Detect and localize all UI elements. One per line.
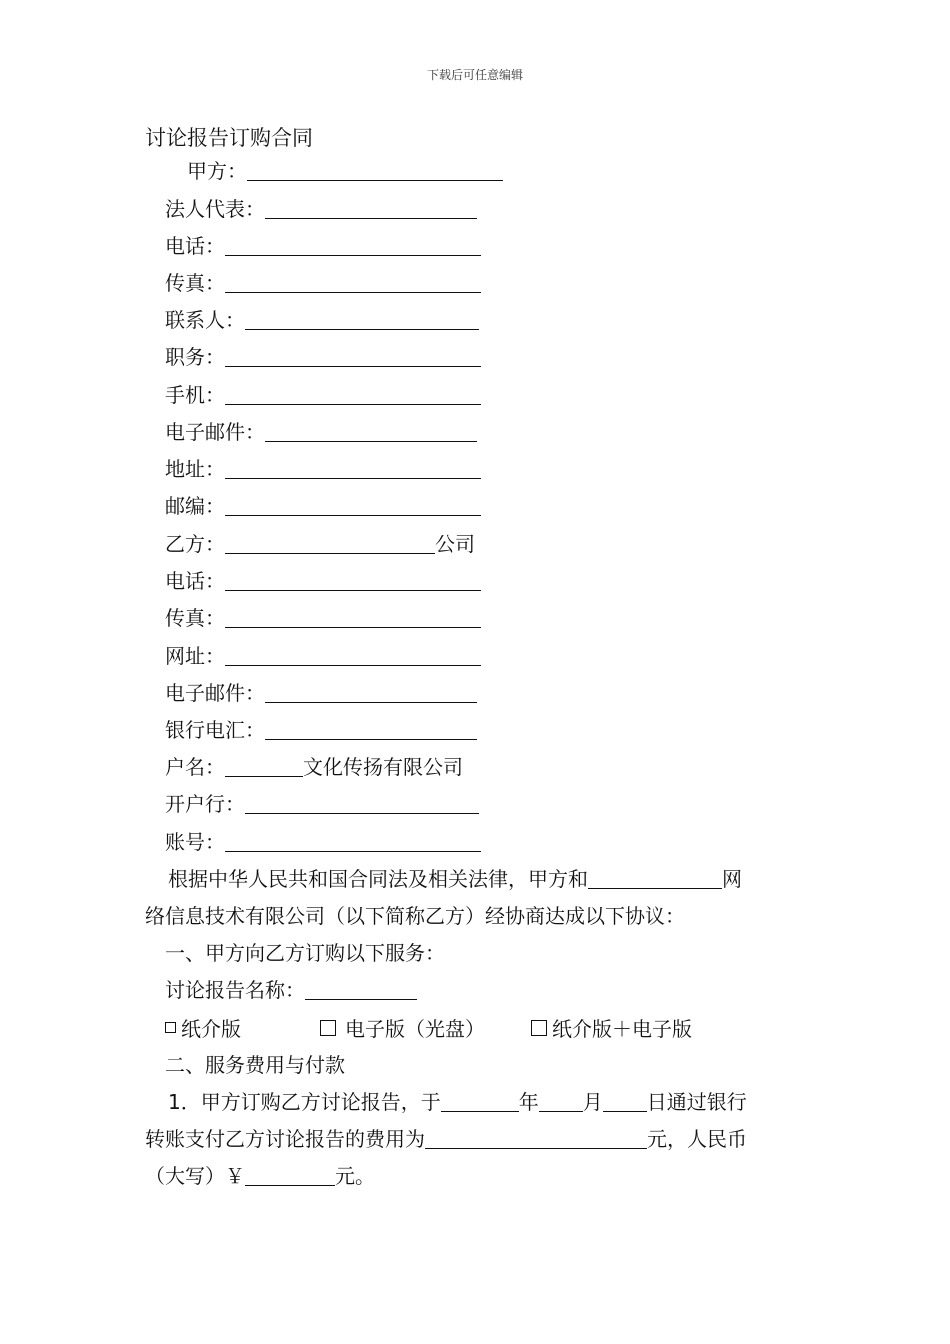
party-a-row	[165, 378, 481, 408]
party-a-blank[interactable]	[247, 158, 503, 181]
b-phone-blank[interactable]	[225, 568, 481, 591]
month-blank[interactable]	[539, 1089, 583, 1112]
intro-text-3: 络信息技术有限公司（以下简称乙方）经协商达成以下协议：	[145, 904, 685, 928]
mobile-label: 手机：	[165, 383, 225, 407]
legal-rep-blank[interactable]	[265, 196, 477, 219]
option-both-label: 纸介版＋电子版	[552, 1017, 692, 1041]
year-label: 年	[518, 1090, 539, 1114]
amount-blank[interactable]	[425, 1126, 647, 1149]
fax-blank[interactable]	[225, 270, 481, 293]
email-blank[interactable]	[265, 419, 477, 442]
b-fax-label: 传真：	[165, 606, 225, 630]
postcode-blank[interactable]	[225, 493, 481, 516]
party-a-row	[165, 489, 481, 519]
b-phone-label: 电话：	[165, 569, 225, 593]
checkbox-icon[interactable]	[165, 1022, 176, 1033]
day-label: 日通过银行	[646, 1090, 747, 1114]
party-b-row	[165, 564, 481, 594]
document-title: 讨论报告订购合同	[145, 126, 313, 150]
report-name-label: 讨论报告名称：	[165, 978, 305, 1002]
intro-text-1: 根据中华人民共和国合同法及相关法律，甲方和	[168, 867, 588, 891]
b-website-label: 网址：	[165, 644, 225, 668]
party-b-line	[165, 527, 475, 557]
page-header: 下载后可任意编辑	[426, 68, 523, 82]
report-name-line	[165, 973, 417, 1003]
intro-line-1	[168, 862, 742, 892]
intro-line-2	[145, 899, 685, 929]
phone-blank[interactable]	[225, 233, 481, 256]
party-a-row	[165, 340, 481, 370]
month-label: 月	[582, 1090, 603, 1114]
year-blank[interactable]	[441, 1089, 519, 1112]
account-name-suffix: 文化传扬有限公司	[303, 755, 463, 779]
option-paper-label: 纸介版	[181, 1017, 241, 1041]
postcode-label: 邮编：	[165, 494, 225, 518]
party-a-row	[165, 452, 481, 482]
account-no-blank[interactable]	[225, 829, 481, 852]
address-label: 地址：	[165, 457, 225, 481]
party-a-label: 甲方：	[187, 159, 247, 183]
company-blank[interactable]	[588, 866, 722, 889]
payment-line-1	[168, 1085, 747, 1115]
day-blank[interactable]	[603, 1089, 647, 1112]
option-both[interactable]	[531, 1013, 692, 1042]
payment-line-2	[145, 1122, 747, 1152]
bank-blank[interactable]	[245, 791, 479, 814]
bank-label: 开户行：	[165, 792, 245, 816]
section1-heading: 一、甲方向乙方订购以下服务：	[165, 941, 445, 965]
checkbox-icon[interactable]	[531, 1020, 547, 1036]
payment-text-2: 转账支付乙方讨论报告的费用为	[145, 1127, 425, 1151]
checkbox-icon[interactable]	[320, 1020, 336, 1036]
account-no-label: 账号：	[165, 830, 225, 854]
party-b-row	[165, 639, 481, 669]
payment-text-3: 元，人民币	[647, 1127, 747, 1151]
contact-label: 联系人：	[165, 308, 245, 332]
b-wire-blank[interactable]	[265, 717, 477, 740]
position-label: 职务：	[165, 345, 225, 369]
party-b-row	[165, 676, 477, 706]
party-a-row	[165, 415, 477, 445]
report-name-blank[interactable]	[305, 977, 417, 1000]
b-website-blank[interactable]	[225, 643, 481, 666]
b-email-blank[interactable]	[265, 680, 477, 703]
party-b-row	[165, 601, 481, 631]
account-name-line	[165, 750, 463, 780]
option-paper[interactable]	[165, 1013, 241, 1042]
party-a-row	[165, 192, 477, 222]
payment-text-4: （大写）￥	[145, 1164, 245, 1188]
payment-line-3	[145, 1159, 375, 1189]
mobile-blank[interactable]	[225, 382, 481, 405]
amount-words-blank[interactable]	[245, 1163, 335, 1186]
bank-line	[165, 787, 479, 817]
section2-heading: 二、服务费用与付款	[165, 1053, 345, 1077]
account-no-line	[165, 825, 481, 855]
contact-blank[interactable]	[245, 307, 479, 330]
email-label: 电子邮件：	[165, 420, 265, 444]
party-a-row	[165, 303, 479, 333]
option-electronic[interactable]	[320, 1013, 485, 1042]
party-a-row	[165, 229, 481, 259]
payment-text-1: 1．甲方订购乙方讨论报告，于	[168, 1090, 441, 1114]
b-wire-label: 银行电汇：	[165, 718, 265, 742]
party-a-row	[165, 266, 481, 296]
account-name-blank[interactable]	[225, 754, 303, 777]
b-email-label: 电子邮件：	[165, 681, 265, 705]
position-blank[interactable]	[225, 344, 481, 367]
fax-label: 传真：	[165, 271, 225, 295]
address-blank[interactable]	[225, 456, 481, 479]
payment-text-5: 元。	[335, 1164, 375, 1188]
party-b-blank[interactable]	[225, 531, 435, 554]
party-b-suffix: 公司	[435, 532, 475, 556]
party-b-label: 乙方：	[165, 532, 225, 556]
party-b-row	[165, 713, 477, 743]
b-fax-blank[interactable]	[225, 605, 481, 628]
legal-rep-label: 法人代表：	[165, 197, 265, 221]
account-name-label: 户名：	[165, 755, 225, 779]
option-electronic-label: 电子版（光盘）	[345, 1017, 485, 1041]
phone-label: 电话：	[165, 234, 225, 258]
party-a-line	[187, 154, 503, 184]
intro-text-2: 网	[722, 867, 742, 891]
